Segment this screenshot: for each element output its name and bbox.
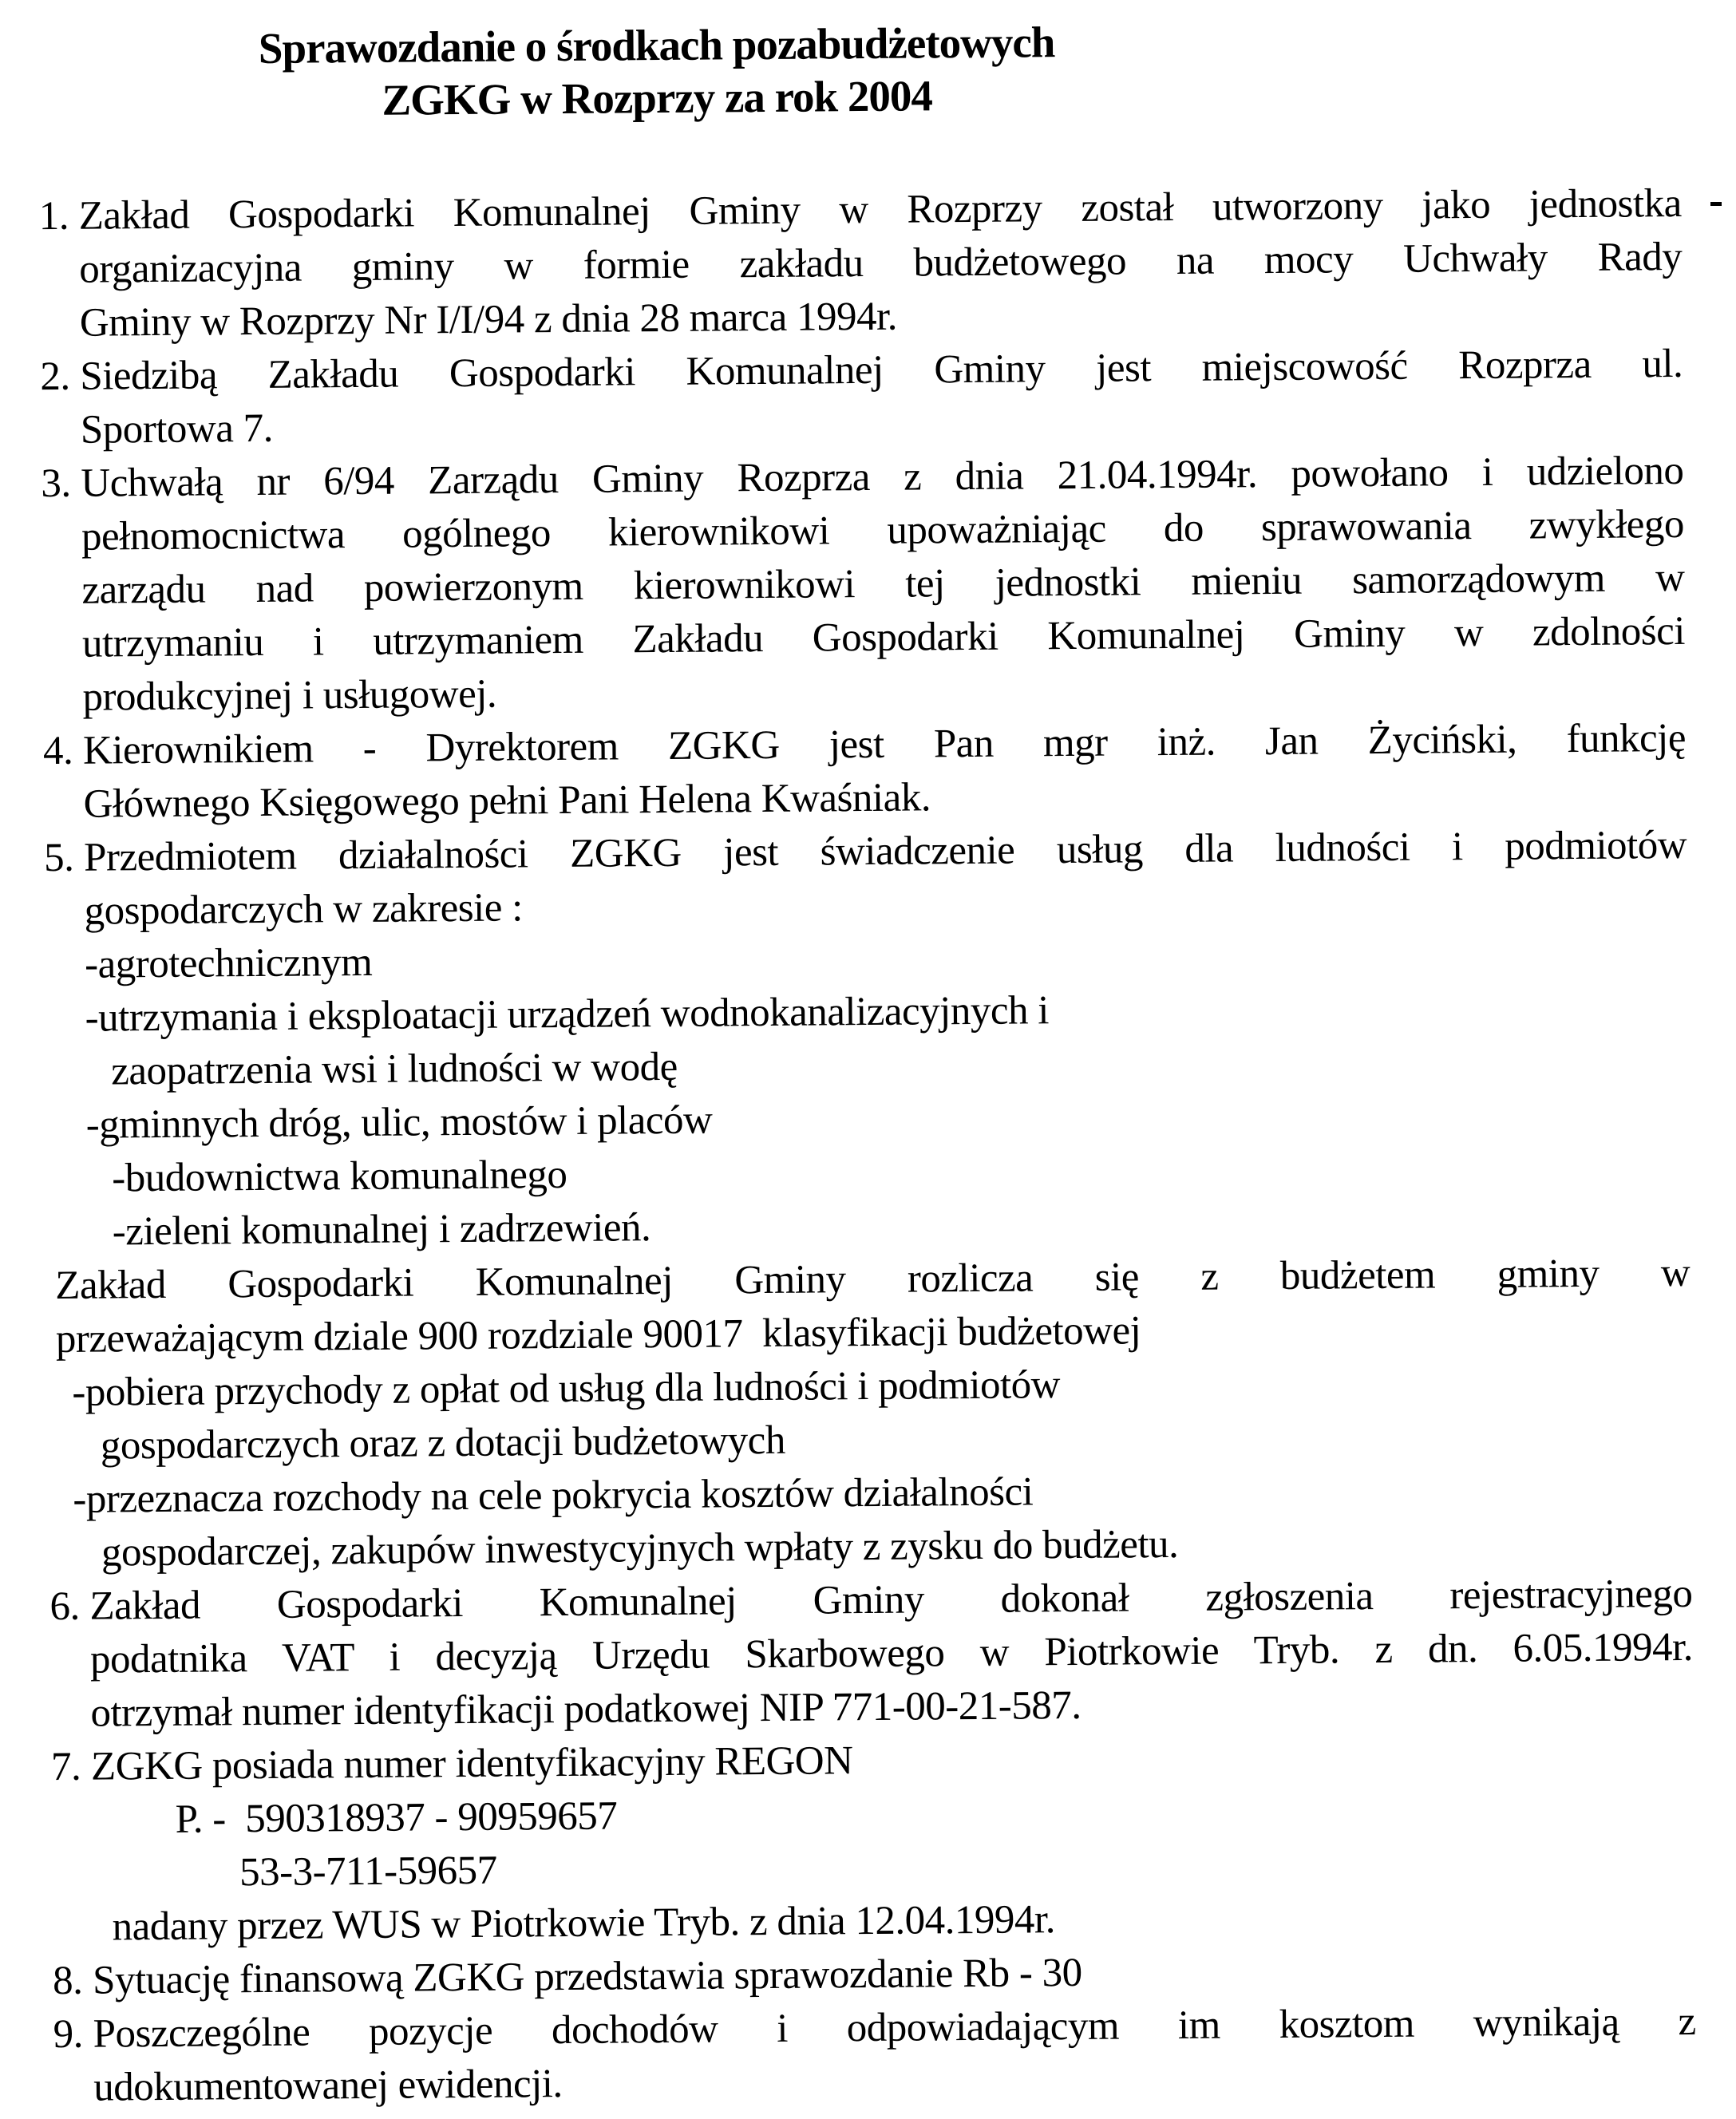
text-line: Zakład Gospodarki Komunalnej Gminy rozlicza się z budżetem gminy w [55,1250,1691,1309]
text-line: Zakład Gospodarki Komunalnej Gminy w Rozprzy został utworzony jako jednostka [78,180,1682,239]
text-line: ZGKG posiada numer identyfikacyjny REGON [90,1738,853,1789]
item-text [79,177,1683,350]
item-number: 7. [50,1744,81,1790]
text-line: udokumentowanej ewidencji. [93,2062,563,2110]
item-number: 2. [40,354,70,400]
budget-operations-list [48,1354,1692,1580]
document-title [200,16,1114,128]
item-number: 4. [42,728,73,774]
item-number: 6. [49,1583,80,1630]
text-line: Uchwałą nr 6/94 Zarządu Gminy Rozprza z dnia 21.04.1994r. powołano i udzielono [81,448,1684,506]
scan-artifact [1710,202,1722,206]
text-line: Głównego Księgowego pełni Pani Helena Kwaśniak. [83,775,931,827]
numbered-item-1 [39,177,1683,350]
item-number: 9. [53,2011,84,2058]
item-text [93,1995,1696,2115]
text-line: Przedmiotem działalności ZGKG jest świadczenie usług dla ludności i podmiotów [83,822,1687,880]
activity-scope-list [45,926,1690,1259]
title-line-1: Sprawozdanie o środkach pozabudżetowych [258,18,1055,73]
numbered-item-2 [40,338,1683,457]
text-line: podatnika VAT i decyzją Urzędu Skarbowego w Piotrkowie Tryb. z dn. 6.05.1994r. [89,1624,1694,1682]
title-line-2: ZGKG w Rozprzy za rok 2004 [382,71,933,125]
budget-settlement-paragraph [55,1247,1691,1366]
text-line: Sytuację finansową ZGKG przedstawia sprawozdanie Rb - 30 [92,1950,1082,2003]
text-line: gospodarczych w zakresie : [84,885,523,934]
budget-list-item-continuation: gospodarczej, zakupów inwestycyjnych wpłaty z zysku do budżetu. [101,1521,1179,1575]
budget-list-item: -przeznacza rozchody na cele pokrycia kosztów działalności [73,1469,1034,1522]
scope-list-item: -gminnych dróg, ulic, mostów i placów [85,1097,713,1148]
text-line: Zakład Gospodarki Komunalnej Gminy dokonał zgłoszenia rejestracyjnego [89,1571,1693,1629]
numbered-item-6 [49,1568,1694,1741]
text-line: Siedzibą Zakładu Gospodarki Komunalnej Gminy jest miejscowość Rozprza ul. [80,341,1683,399]
text-line: zarządu nad powierzonym kierownikowi tej jednostki mieniu samorządowym w [81,555,1685,613]
item-number: 5. [43,835,74,881]
scope-list-item: -zieleni komunalnej i zadrzewień. [112,1205,651,1255]
scope-list-item: -agrotechnicznym [84,939,373,987]
item-number: 3. [41,461,71,507]
item-text [84,819,1687,939]
text-line: organizacyjna gminy w formie zakładu budżetowego na mocy Uchwały Rady [79,234,1683,292]
text-line: produkcyjnej i usługowej. [82,671,497,720]
text-line: Kierownikiem - Dyrektorem ZGKG jest Pan mgr inż. Jan Życiński, funkcję [82,715,1687,773]
scope-list-item: -budownictwa komunalnego [112,1152,567,1201]
text-line: Sportowa 7. [80,405,274,453]
text-line: utrzymaniu i utrzymaniem Zakładu Gospodarki Komunalnej Gminy w zdolności [81,608,1686,666]
numbered-item-9 [53,1995,1696,2115]
scope-list-item: -utrzymania i eksploatacji urządzeń wodnokanalizacyjnych i [85,988,1050,1041]
numbered-item-3 [41,445,1686,725]
budget-list-item: -pobiera przychody z opłat od usług dla ludności i podmiotów [72,1362,1061,1415]
item-text [83,712,1687,832]
text-line: przeważającym dziale 900 rozdziale 90017 klasyfikacji budżetowej [55,1308,1141,1362]
item-number: 1. [38,193,69,239]
numbered-item-4 [43,712,1687,832]
text-line: otrzymał numer identyfikacji podatkowej NIP 771-00-21-587. [90,1682,1082,1736]
regon-number-line: P. - 590318937 - 90959657 [175,1793,618,1842]
regon-issuer-line: nadany przez WUS w Piotrkowie Tryb. z dnia 12.04.1994r. [112,1897,1056,1950]
document-body [0,176,1736,2115]
text-line: Poszczególne pozycje dochodów i odpowiadającym im kosztom wynikają z [93,1998,1696,2057]
item-text [89,1568,1694,1741]
numbered-item-5 [44,819,1687,939]
regon-number-line: 53-3-711-59657 [239,1848,497,1896]
item-text [81,445,1686,725]
regon-number-block [51,1781,1695,1955]
text-line: Gminy w Rozprzy Nr I/I/94 z dnia 28 marca 1994r. [79,294,898,346]
item-text [80,338,1683,457]
item-number: 8. [52,1958,83,2004]
budget-list-item-continuation: gospodarczych oraz z dotacji budżetowych [100,1417,786,1469]
text-line: pełnomocnictwa ogólnego kierownikowi upoważniając do sprawowania zwykłego [81,501,1685,559]
scope-list-item-continuation: zaopatrzenia wsi i ludności w wodę [110,1044,678,1094]
